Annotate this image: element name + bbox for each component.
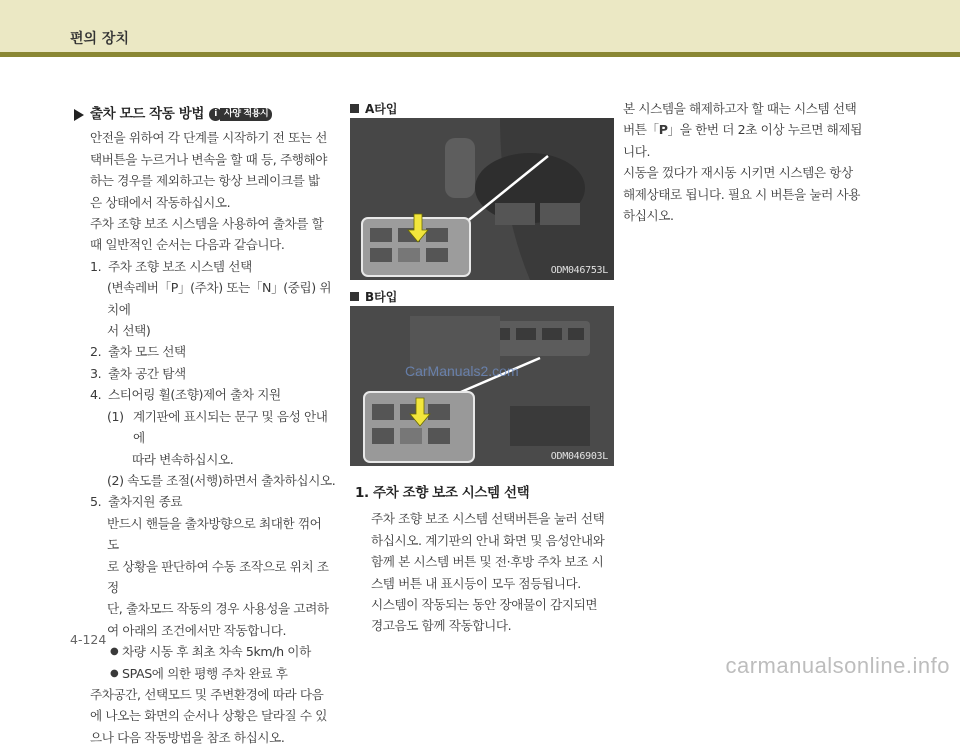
step-5-note: 로 상황을 판단하여 수동 조작으로 위치 조정 (107, 558, 329, 595)
figure-a-code: ODM046753L (550, 265, 608, 276)
info-icon: i (209, 108, 222, 121)
step-5-note: 단, 출차모드 작동의 경우 사용성을 고려하 (107, 601, 329, 617)
intro-line: 안전을 위하여 각 단계를 시작하기 전 또는 선 (90, 130, 328, 146)
watermark: CarManuals2.com (405, 363, 519, 379)
step-1-note: 서 선택) (107, 323, 151, 339)
figure-a-label: A타입 (350, 98, 614, 118)
step-1: 1. 주차 조향 보조 시스템 선택 (90, 258, 252, 274)
step-4-sub-1-cont: 따라 변속하십시오. (132, 451, 234, 467)
intro-line: 주차 조향 보조 시스템을 사용하여 출차를 할 (90, 216, 324, 232)
footer-url: carmanualsonline.info (725, 653, 950, 678)
release-line: 시동을 껐다가 재시동 시키면 시스템은 항상 (623, 165, 853, 181)
subsection-line: 함께 본 시스템 버튼 및 전·후방 주차 보조 시 (371, 554, 604, 570)
subsection-line: 스템 버튼 내 표시등이 모두 점등됩니다. (371, 575, 581, 591)
outro-line: 으나 다음 작동방법을 참조 하십시오. (90, 729, 285, 745)
subsection-line: 시스템이 작동되는 동안 장애물이 감지되면 (371, 597, 598, 613)
section-title (74, 104, 336, 125)
bullet-dot-icon: ● (110, 646, 119, 658)
subsection-line: 경고음도 함께 작동합니다. (371, 618, 512, 634)
step-4: 4. 스티어링 휠(조향)제어 출차 지원 (90, 387, 281, 403)
console-photo-b (350, 306, 614, 466)
step-1-note: (변속레버「P」(주차) 또는「N」(중립) 위치에 (107, 280, 332, 317)
figure-b-code: ODM046903L (550, 451, 608, 462)
parking-assist-button-icon: P (658, 122, 668, 138)
option-badge-text: 사양 적용시 (220, 108, 272, 121)
step-5-note: 반드시 핸들을 출차방향으로 최대한 꺾어 도 (107, 515, 322, 553)
release-line: 하십시오. (623, 208, 674, 224)
figure-a (350, 98, 614, 280)
subsection-line: 하십시오. 계기판의 안내 화면 및 음성안내와 (371, 532, 605, 548)
intro-line: 하는 경우를 제외하고는 항상 브레이크를 밟 (90, 173, 320, 189)
release-line-with-icon: 버튼「P」을 한번 더 2초 이상 누르면 해제됩 (623, 119, 895, 140)
condition-bullet: ● 차량 시동 후 최초 차속 5km/h 이하 (74, 641, 336, 662)
column-left (74, 104, 336, 748)
figure-b-photo (350, 306, 614, 466)
step-4-sub-1: (1) 계기판에 표시되는 문구 및 음성 안내에 (107, 408, 328, 446)
release-line: 니다. (623, 143, 651, 159)
bullet-dot-icon: ● (110, 667, 119, 679)
step-4-sub-2: (2) 속도를 조절(서행)하면서 출차하십시오. (107, 472, 336, 488)
condition-bullet: ● SPAS에 의한 평행 주차 완료 후 (74, 663, 336, 684)
header-rule (0, 52, 960, 57)
step-5-note: 여 아래의 조건에서만 작동합니다. (107, 622, 287, 638)
option-badge (209, 108, 272, 121)
triangle-bullet-icon (74, 109, 84, 121)
intro-line: 택버튼을 누르거나 변속을 할 때 등, 주행해야 (90, 151, 328, 167)
step-3: 3. 출차 공간 탐색 (90, 365, 186, 381)
outro-line: 주차공간, 선택모드 및 주변환경에 따라 다음 (90, 686, 324, 702)
column-middle (355, 483, 617, 637)
release-line: 본 시스템을 해제하고자 할 때는 시스템 선택 (623, 101, 857, 116)
step-5: 5. 출차지원 종료 (90, 494, 183, 510)
section-title-text: 출차 모드 작동 방법 (90, 106, 205, 122)
outro-line: 에 나오는 화면의 순서나 상황은 달라질 수 있 (90, 708, 328, 724)
subsection-title: 1. 주차 조향 보조 시스템 선택 (355, 485, 530, 501)
step-2: 2. 출차 모드 선택 (90, 344, 186, 360)
console-photo-a (350, 118, 614, 280)
figure-a-photo (350, 118, 614, 280)
page-header (0, 0, 960, 52)
release-line: 해제상태로 됩니다. 필요 시 버튼을 눌러 사용 (623, 186, 861, 202)
figure-b (350, 286, 614, 466)
header-title: 편의 장치 (70, 31, 129, 47)
intro-line: 은 상태에서 작동하십시오. (90, 194, 231, 210)
square-bullet-icon (350, 292, 359, 301)
subsection-line: 주차 조향 보조 시스템 선택버튼을 눌러 선택 (371, 511, 605, 527)
column-right (623, 98, 895, 226)
intro-line: 때 일반적인 순서는 다음과 같습니다. (90, 237, 285, 253)
figure-b-label: B타입 (350, 286, 614, 306)
square-bullet-icon (350, 104, 359, 113)
page-number: 4-124 (70, 632, 107, 647)
